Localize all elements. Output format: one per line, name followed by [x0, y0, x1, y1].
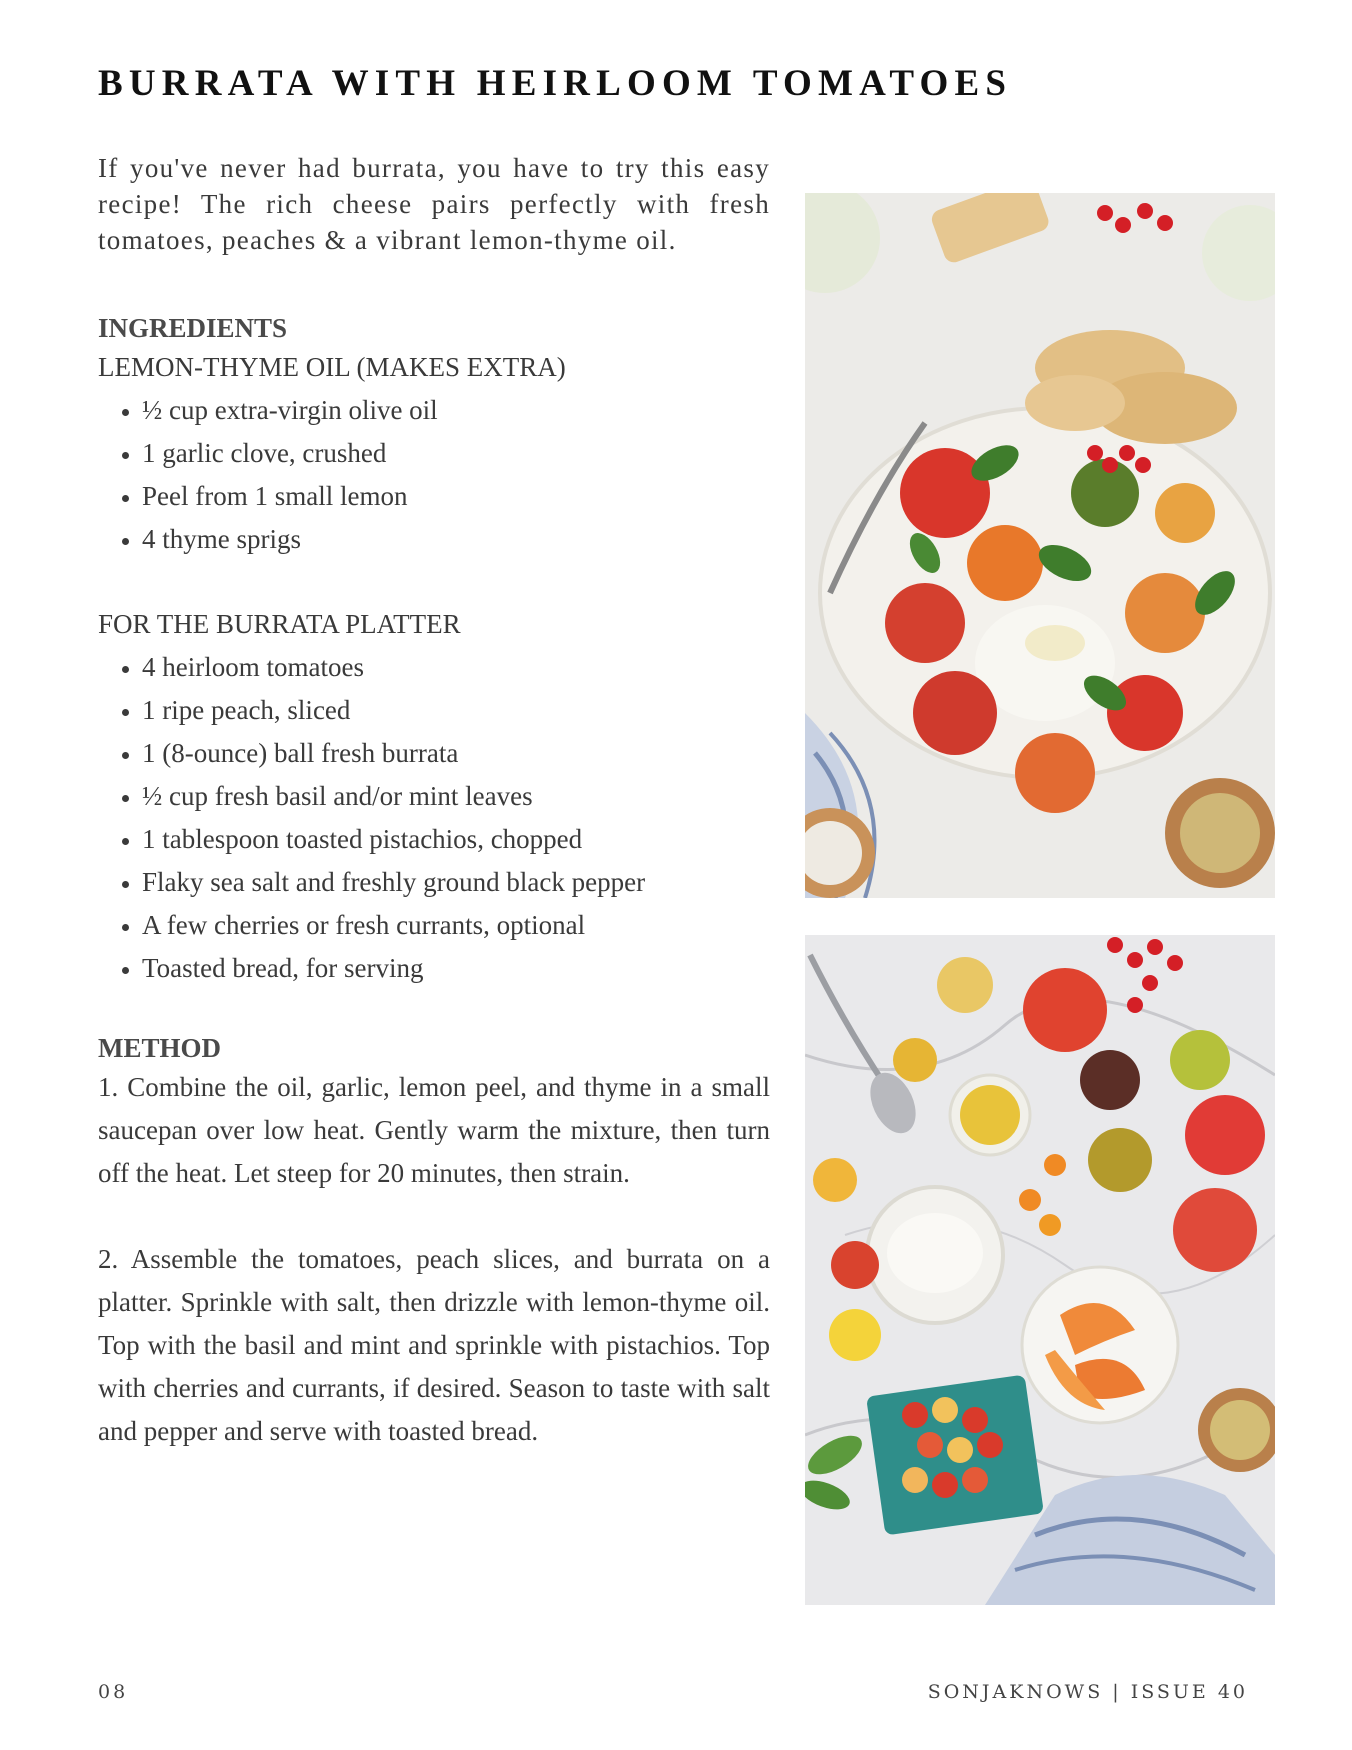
ingredient-item: • 4 heirloom tomatoes: [142, 646, 770, 689]
ingredient-item: • 4 thyme sprigs: [142, 518, 770, 561]
ingredient-item: • ½ cup extra-virgin olive oil: [142, 389, 770, 432]
page-number: 08: [98, 1681, 129, 1703]
ingredient-item: • A few cherries or fresh currants, optional: [142, 904, 770, 947]
ingredient-item: • Flaky sea salt and freshly ground black pepper: [142, 861, 770, 904]
burrata-platter-photo: [805, 193, 1275, 898]
ingredients-heading: INGREDIENTS: [98, 313, 288, 343]
platter-ingredient-list: [98, 646, 770, 990]
ingredient-item: • Peel from 1 small lemon: [142, 475, 770, 518]
recipe-intro: If you've never had burrata, you have to try this easy recipe! The rich cheese pairs perfectly with fresh tomatoes, peaches & a vibrant lemon-thyme oil.: [98, 153, 770, 255]
method-heading: METHOD: [98, 1033, 222, 1063]
ingredient-item: • ½ cup fresh basil and/or mint leaves: [142, 775, 770, 818]
platter-subheading: FOR THE BURRATA PLATTER: [98, 609, 461, 639]
method-step-1: 1. Combine the oil, garlic, lemon peel, and thyme in a small saucepan over low heat. Gently warm the mixture, then turn off the heat. Let steep for 20 minutes, then strain.: [98, 1072, 770, 1188]
magazine-issue: SONJAKNOWS | ISSUE 40: [927, 1681, 1248, 1703]
burrata-platter-illustration: [805, 193, 1275, 898]
oil-subheading: LEMON-THYME OIL (MAKES EXTRA): [98, 352, 566, 382]
ingredient-item: • 1 (8-ounce) ball fresh burrata: [142, 732, 770, 775]
ingredients-photo: [805, 935, 1275, 1605]
oil-ingredient-list: [98, 389, 770, 561]
ingredient-item: • 1 ripe peach, sliced: [142, 689, 770, 732]
ingredients-illustration: [805, 935, 1275, 1605]
recipe-title: BURRATA WITH HEIRLOOM TOMATOES: [98, 63, 1013, 104]
method-step-2: 2. Assemble the tomatoes, peach slices, and burrata on a platter. Sprinkle with salt, then drizzle with lemon-thyme oil. Top with the basil and mint and sprinkle with pistachios. Top with cherries and currants, if desired. Season to taste with salt and pepper and serve with toasted bread.: [98, 1244, 770, 1446]
ingredient-item: • 1 tablespoon toasted pistachios, chopped: [142, 818, 770, 861]
recipe-text-column: [98, 150, 770, 1453]
ingredient-item: • 1 garlic clove, crushed: [142, 432, 770, 475]
ingredient-item: • Toasted bread, for serving: [142, 947, 770, 990]
